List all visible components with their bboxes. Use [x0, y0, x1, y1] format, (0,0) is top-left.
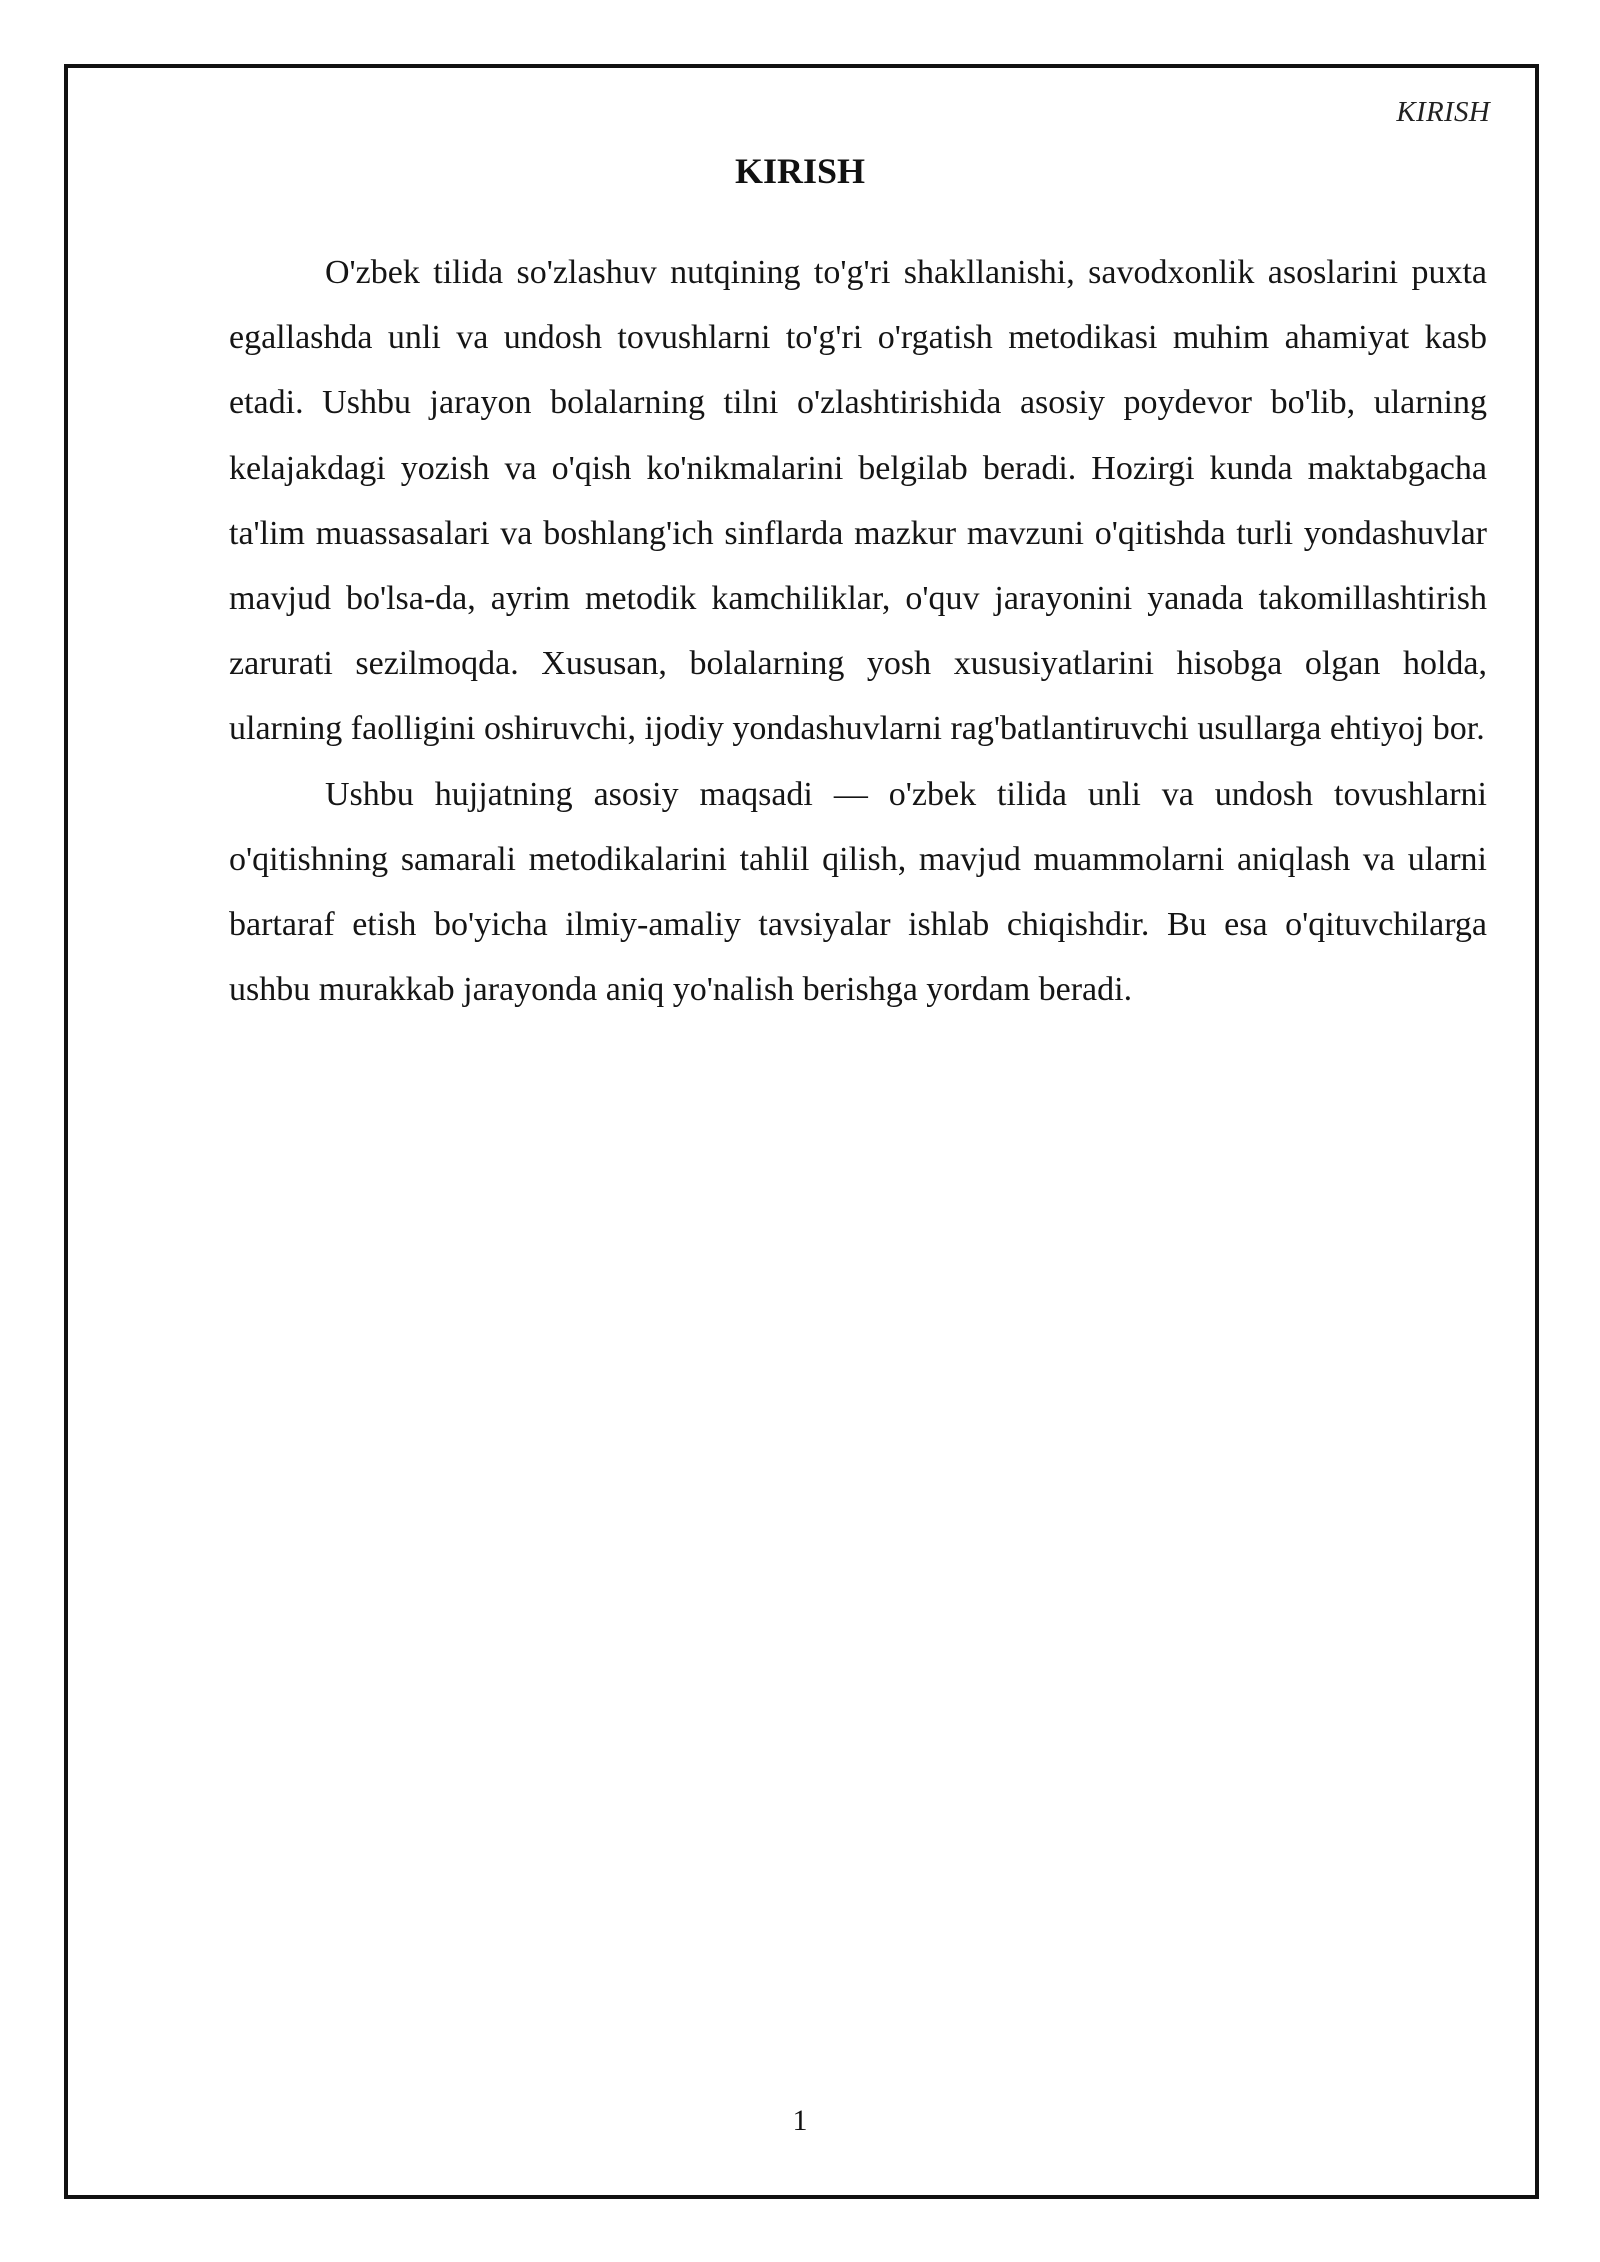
- paragraph-2: Ushbu hujjatning asosiy maqsadi — o'zbek tilida unli va undosh tovushlarni o'qitishning samarali metodikalarini tahlil qilish, mavjud muammolarni aniqlash va ularni bartaraf etish bo'yicha ilmiy-amaliy tavsiyalar ishlab chiqishdir. Bu esa o'qituvchilarga ushbu murakkab jarayonda aniq yo'nalish berishga yordam beradi.: [229, 775, 1487, 1009]
- page-number: 1: [792, 2104, 808, 2137]
- section-title: KIRISH: [734, 151, 866, 191]
- paragraph-1: O'zbek tilida so'zlashuv nutqining to'g'ri shakllanishi, savodxonlik asoslarini puxta egallashda unli va undosh tovushlarni to'g'ri o'rgatish metodikasi muhim ahamiyat kasb etadi. Ushbu jarayon bolalarning tilni o'zlashtirishida asosiy poydevor bo'lib, ularning kelajakdagi yozish va o'qish ko'nikmalarini belgilab beradi. Hozirgi kunda maktabgacha ta'lim muassasalari va boshlang'ich sinflarda mazkur mavzuni o'qitishda turli yondashuvlar mavjud bo'lsa-da, ayrim metodik kamchiliklar, o'quv jarayonini yanada takomillashtirish zarurati sezilmoqda. Xususan, bolalarning yosh xususiyatlarini hisobga olgan holda, ularning faolligini oshiruvchi, ijodiy yondashuvlarni rag'batlantiruvchi usullarga ehtiyoj bor.: [229, 254, 1487, 748]
- body-text: [229, 240, 1487, 1022]
- running-header: KIRISH: [1396, 96, 1490, 128]
